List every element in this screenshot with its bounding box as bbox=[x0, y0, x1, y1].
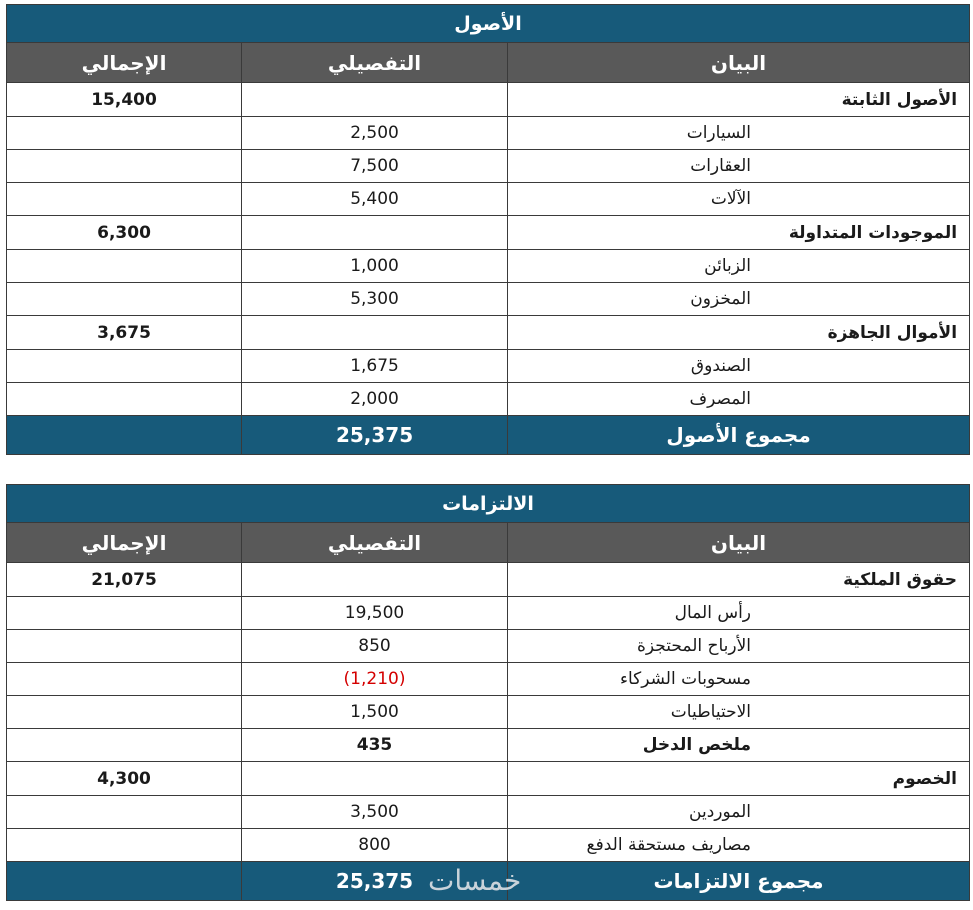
row-total: 15,400 bbox=[7, 83, 242, 117]
row-description: رأس المال bbox=[508, 597, 970, 630]
row-detail: 5,400 bbox=[242, 183, 508, 216]
liabilities-table bbox=[6, 484, 970, 901]
row-detail bbox=[242, 216, 508, 250]
row-detail: 19,500 bbox=[242, 597, 508, 630]
liabilities-rows bbox=[7, 563, 970, 862]
row-total bbox=[7, 630, 242, 663]
table-row bbox=[7, 350, 970, 383]
table-row bbox=[7, 729, 970, 762]
row-total bbox=[7, 796, 242, 829]
row-description: العقارات bbox=[508, 150, 970, 183]
row-total: 6,300 bbox=[7, 216, 242, 250]
row-description: الزبائن bbox=[508, 250, 970, 283]
table-row bbox=[7, 663, 970, 696]
header-description: البيان bbox=[508, 523, 970, 563]
assets-rows bbox=[7, 83, 970, 416]
row-description: حقوق الملكية bbox=[508, 563, 970, 597]
row-detail: 800 bbox=[242, 829, 508, 862]
table-row bbox=[7, 250, 970, 283]
row-detail bbox=[242, 563, 508, 597]
row-description: الصندوق bbox=[508, 350, 970, 383]
row-detail: 7,500 bbox=[242, 150, 508, 183]
row-total bbox=[7, 729, 242, 762]
row-detail: 1,500 bbox=[242, 696, 508, 729]
row-detail bbox=[242, 762, 508, 796]
row-detail: 435 bbox=[242, 729, 508, 762]
table-row bbox=[7, 829, 970, 862]
table-row bbox=[7, 696, 970, 729]
header-total: الإجمالي bbox=[7, 523, 242, 563]
row-detail: 5,300 bbox=[242, 283, 508, 316]
row-total bbox=[7, 663, 242, 696]
row-description: الآلات bbox=[508, 183, 970, 216]
row-description: مصاريف مستحقة الدفع bbox=[508, 829, 970, 862]
row-description: المخزون bbox=[508, 283, 970, 316]
header-detail: التفصيلي bbox=[242, 523, 508, 563]
table-row bbox=[7, 796, 970, 829]
row-detail: 2,000 bbox=[242, 383, 508, 416]
row-description: الموجودات المتداولة bbox=[508, 216, 970, 250]
assets-sum-value: 25,375 bbox=[242, 416, 508, 455]
table-row bbox=[7, 383, 970, 416]
row-description: المصرف bbox=[508, 383, 970, 416]
row-description: الأموال الجاهزة bbox=[508, 316, 970, 350]
assets-sum-empty bbox=[7, 416, 242, 455]
row-total bbox=[7, 150, 242, 183]
row-detail: (1,210) bbox=[242, 663, 508, 696]
table-row bbox=[7, 283, 970, 316]
row-total: 21,075 bbox=[7, 563, 242, 597]
row-total: 3,675 bbox=[7, 316, 242, 350]
row-total bbox=[7, 597, 242, 630]
header-total: الإجمالي bbox=[7, 43, 242, 83]
table-row bbox=[7, 597, 970, 630]
table-row bbox=[7, 150, 970, 183]
liabilities-sum-value: 25,375 bbox=[242, 862, 508, 901]
row-detail: 3,500 bbox=[242, 796, 508, 829]
row-description: الموردين bbox=[508, 796, 970, 829]
row-detail: 1,000 bbox=[242, 250, 508, 283]
row-detail: 850 bbox=[242, 630, 508, 663]
assets-table bbox=[6, 4, 970, 455]
row-total bbox=[7, 383, 242, 416]
table-row bbox=[7, 630, 970, 663]
row-detail: 2,500 bbox=[242, 117, 508, 150]
group-row bbox=[7, 563, 970, 597]
row-detail bbox=[242, 83, 508, 117]
header-detail: التفصيلي bbox=[242, 43, 508, 83]
table-row bbox=[7, 117, 970, 150]
row-description: ملخص الدخل bbox=[508, 729, 970, 762]
row-total bbox=[7, 117, 242, 150]
group-row bbox=[7, 762, 970, 796]
row-total: 4,300 bbox=[7, 762, 242, 796]
group-row bbox=[7, 83, 970, 117]
row-description: السيارات bbox=[508, 117, 970, 150]
row-total bbox=[7, 696, 242, 729]
table-row bbox=[7, 183, 970, 216]
row-total bbox=[7, 350, 242, 383]
row-total bbox=[7, 283, 242, 316]
row-detail bbox=[242, 316, 508, 350]
row-total bbox=[7, 183, 242, 216]
row-detail: 1,675 bbox=[242, 350, 508, 383]
assets-total-row bbox=[7, 416, 970, 455]
row-total bbox=[7, 250, 242, 283]
row-description: الأرباح المحتجزة bbox=[508, 630, 970, 663]
row-description: الأصول الثابتة bbox=[508, 83, 970, 117]
group-row bbox=[7, 316, 970, 350]
header-description: البيان bbox=[508, 43, 970, 83]
liabilities-sum-empty bbox=[7, 862, 242, 901]
row-total bbox=[7, 829, 242, 862]
liabilities-title: الالتزامات bbox=[7, 485, 970, 523]
assets-title: الأصول bbox=[7, 5, 970, 43]
assets-sum-label: مجموع الأصول bbox=[508, 416, 970, 455]
liabilities-total-row bbox=[7, 862, 970, 901]
group-row bbox=[7, 216, 970, 250]
row-description: الاحتياطيات bbox=[508, 696, 970, 729]
liabilities-sum-label: مجموع الالتزامات bbox=[508, 862, 970, 901]
row-description: الخصوم bbox=[508, 762, 970, 796]
row-description: مسحوبات الشركاء bbox=[508, 663, 970, 696]
watermark-logo: خمسات bbox=[428, 864, 522, 897]
